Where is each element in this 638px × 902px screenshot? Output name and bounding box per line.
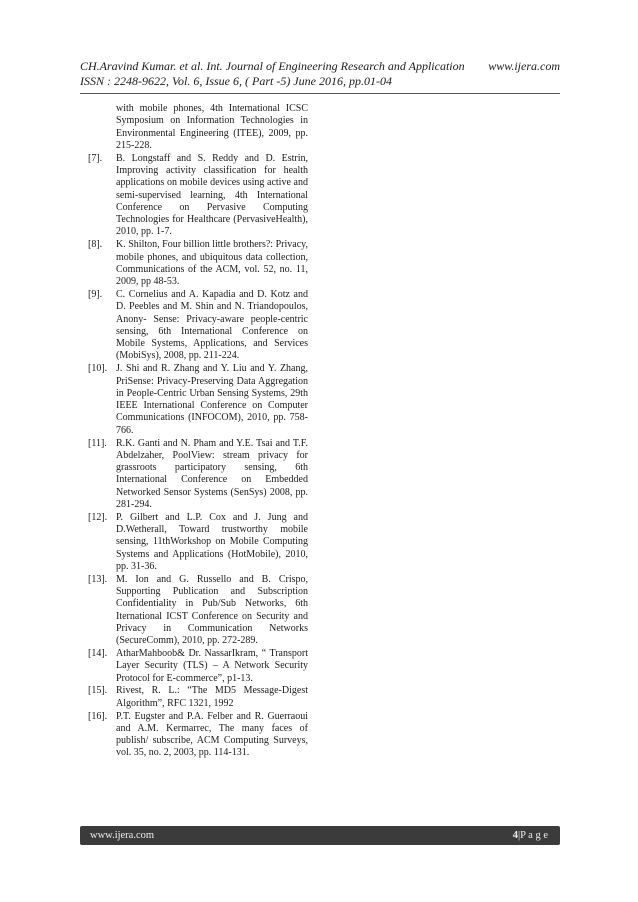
page-number-label	[513, 830, 548, 841]
page-label: |P a g e	[518, 830, 548, 841]
reference-text: P.T. Eugster and P.A. Felber and R. Guerraoui and A.M. Kermarrec, The many faces of publish/ subscribe, ACM Computing Surveys, vol. 35, no. 2, 2003, pp. 114-131.	[116, 710, 308, 759]
header-line-2	[80, 74, 560, 89]
reference-item	[88, 239, 308, 288]
reference-item	[88, 711, 308, 760]
running-header	[80, 59, 560, 89]
reference-text: AtharMahboob& Dr. NassarIkram, “ Transport Layer Security (TLS) – A Network Security Protocol for E-commerce”, p1-13.	[116, 648, 308, 684]
reference-number: [13].	[88, 573, 108, 585]
reference-text: M. Ion and G. Russello and B. Crispo, Supporting Publication and Subscription Confidentiality in Pub/Sub Networks, 6th Iternational ICST Conference on Security and Privacy in Communication Networks (SecureComm), 2010, pp. 272-289.	[116, 573, 308, 647]
reference-text: C. Cornelius and A. Kapadia and D. Kotz and D. Peebles and M. Shin and N. Triandopoulos, Anony- Sense: Privacy-aware people-centric sensing, 6th International Conference on Mobile Systems, Applications, and Services (MobiSys), 2008, pp. 211-224.	[116, 288, 308, 362]
page-number: 4	[512, 830, 518, 841]
header-line-1	[80, 59, 560, 74]
reference-item	[88, 153, 308, 239]
journal-citation: CH.Aravind Kumar. et al. Int. Journal of Engineering Research and Application	[80, 59, 465, 73]
reference-item	[88, 685, 308, 710]
reference-item	[88, 512, 308, 573]
header-rule	[80, 93, 560, 94]
reference-number: [16].	[88, 710, 108, 722]
reference-item	[88, 363, 308, 437]
reference-item	[88, 648, 308, 685]
reference-text: B. Longstaff and S. Reddy and D. Estrin, Improving activity classification for health applications on mobile devices using active and semi-supervised learning, 4th International Conference on Pervasive Computing Technologies for Healthcare (PervasiveHealth), 2010, pp. 1-7.	[116, 152, 308, 238]
reference-text: K. Shilton, Four billion little brothers?: Privacy, mobile phones, and ubiquitous data collection, Communications of the ACM, vol. 52, no. 11, 2009, pp 48-53.	[116, 239, 308, 288]
header-website: www.ijera.com	[488, 59, 560, 73]
reference-number: [12].	[88, 511, 108, 523]
reference-number: [14].	[88, 648, 108, 660]
reference-item	[88, 438, 308, 512]
reference-item	[88, 289, 308, 363]
reference-text: J. Shi and R. Zhang and Y. Liu and Y. Zhang, PriSense: Privacy-Preserving Data Aggregation in People-Centric Urban Sensing Systems, 29th IEEE International Conference on Computer Communications (INFOCOM), 2010, pp. 758-766.	[116, 363, 308, 436]
reference-number: [9].	[88, 288, 103, 300]
reference-item	[88, 574, 308, 648]
reference-list	[88, 103, 308, 760]
reference-number: [8].	[88, 239, 103, 251]
reference-number: [11].	[88, 437, 107, 449]
reference-text: R.K. Ganti and N. Pham and Y.E. Tsai and T.F. Abdelzaher, PoolView: stream privacy for grassroots participatory sensing, 6th International Conference on Embedded Networked Sensor Systems (SenSys) 2008, pp. 281-294.	[116, 437, 308, 510]
reference-number: [15].	[88, 685, 108, 697]
reference-text: P. Gilbert and L.P. Cox and J. Jung and D.Wetherall, Toward trustworthy mobile sensing, 11thWorkshop on Mobile Computing Systems and Applications (HotMobile), 2010, pp. 31-36.	[116, 511, 308, 572]
reference-number: [7].	[88, 152, 103, 164]
reference-text: with mobile phones, 4th International ICSC Symposium on Information Technologies in Environmental Engineering (ITEE), 2009, pp. 215-228.	[116, 103, 308, 151]
page-footer	[80, 826, 560, 845]
reference-text: Rivest, R. L.: “The MD5 Message-Digest Algorithm”, RFC 1321, 1992	[116, 685, 308, 709]
reference-item	[88, 103, 308, 152]
reference-number: [10].	[88, 363, 108, 375]
issn-citation: ISSN : 2248-9622, Vol. 6, Issue 6, ( Part -5) June 2016, pp.01-04	[80, 74, 392, 88]
footer-website: www.ijera.com	[90, 830, 155, 841]
